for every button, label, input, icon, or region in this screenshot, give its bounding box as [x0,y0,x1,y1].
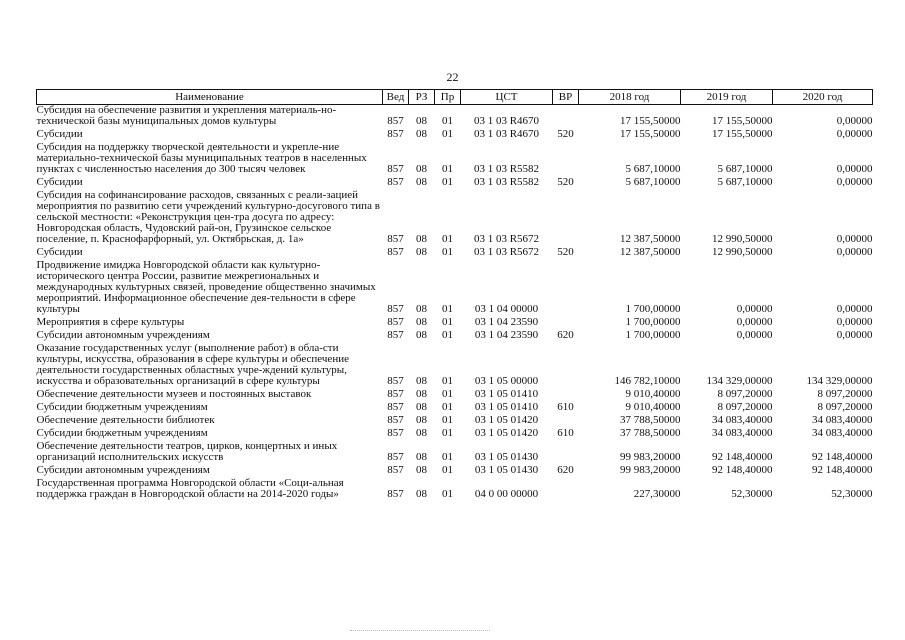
header-cst: ЦСТ [461,90,553,105]
table-row [37,105,873,130]
cell-pr: 01 [442,316,453,328]
cell-2018: 9 010,40000 [625,388,681,400]
cell-name: Субсидии автономным учреждениям [36,464,210,476]
header-vr: ВР [553,90,579,105]
cell-pr: 01 [442,303,453,315]
cell-rz: 08 [416,163,427,175]
cell-ved: 857 [387,401,404,413]
cell-2020: 0,00000 [836,233,873,245]
cell-ved: 857 [387,115,404,127]
cell-2018: 37 788,50000 [620,414,681,426]
cell-ved: 857 [387,176,404,188]
table-row [37,142,873,177]
header-ved: Вед [383,90,409,105]
cell-vr [553,441,579,465]
cell-cst: 03 1 03 R5672 [473,246,540,258]
page-number: 22 [446,70,459,84]
budget-table [36,89,873,502]
cell-vr: 520 [557,176,574,188]
cell-ved: 857 [387,451,404,463]
cell-pr: 01 [442,246,453,258]
cell-name: Государственная программа Новгородской области «Соци-альная поддержка граждан в Новгородской области на 2014-2020 годы» [36,477,344,500]
cell-2019: 0,00000 [736,316,773,328]
cell-2019: 12 990,50000 [712,233,773,245]
cell-2019: 92 148,40000 [712,464,773,476]
cell-name: Обеспечение деятельности музеев и постоянных выставок [36,388,312,400]
cell-2018: 1 700,00000 [625,303,681,315]
cell-cst: 03 1 05 01420 [474,414,539,426]
cell-2020: 134 329,00000 [806,375,873,387]
cell-2020: 34 083,40000 [812,414,873,426]
cell-2018: 227,30000 [633,488,681,500]
cell-rz: 08 [416,401,427,413]
cell-ved: 857 [387,414,404,426]
cell-ved: 857 [387,316,404,328]
cell-rz: 08 [416,488,427,500]
cell-2019: 12 990,50000 [712,246,773,258]
cell-pr: 01 [442,464,453,476]
cell-2020: 0,00000 [836,176,873,188]
cell-cst: 03 1 05 01430 [474,451,539,463]
cell-ved: 857 [387,388,404,400]
cell-2019: 0,00000 [736,303,773,315]
cell-cst: 03 1 05 01410 [474,388,539,400]
cell-rz: 08 [416,375,427,387]
cell-cst: 03 1 03 R5582 [473,163,540,175]
cell-rz: 08 [416,316,427,328]
cell-name: Субсидии [36,246,83,258]
cell-name: Продвижение имиджа Новгородской области как культурно-исторического центра России, развитие межрегиональных и международных культурных связей, проведение общественно значимых мероприятий. Информационное обеспечение дея-тельности в сфере культуры [36,259,376,315]
cell-2018: 5 687,10000 [625,176,681,188]
cell-cst: 04 0 00 00000 [474,488,539,500]
table-header-row [37,90,873,105]
header-rz: РЗ [409,90,435,105]
cell-cst: 03 1 04 23590 [474,329,539,341]
cell-ved: 857 [387,163,404,175]
cell-vr: 620 [557,464,574,476]
cell-2020: 92 148,40000 [812,451,873,463]
cell-2019: 52,30000 [731,488,773,500]
cell-pr: 01 [442,176,453,188]
cell-pr: 01 [442,451,453,463]
cell-2020: 0,00000 [836,316,873,328]
header-2020: 2020 год [773,90,873,105]
cell-cst: 03 1 05 01420 [474,427,539,439]
cell-vr: 610 [557,427,574,439]
cell-rz: 08 [416,128,427,140]
header-name: Наименование [37,90,383,105]
cell-ved: 857 [387,233,404,245]
cell-vr: 610 [557,401,574,413]
cell-2019: 34 083,40000 [712,414,773,426]
cell-name: Субсидия на поддержку творческой деятельности и укрепле-ние материально-технической базы муниципальных театров в населенных пунктах с численностью населения до 300 тысяч человек [36,141,367,175]
cell-2018: 5 687,10000 [625,163,681,175]
cell-2019: 5 687,10000 [717,163,773,175]
cell-rz: 08 [416,115,427,127]
cell-cst: 03 1 05 01410 [474,401,539,413]
cell-2019: 5 687,10000 [717,176,773,188]
cell-ved: 857 [387,329,404,341]
cell-rz: 08 [416,303,427,315]
cell-ved: 857 [387,246,404,258]
cell-vr [553,478,579,502]
cell-2018: 1 700,00000 [625,329,681,341]
cell-name: Субсидии автономным учреждениям [36,329,210,341]
cell-2018: 12 387,50000 [620,246,681,258]
cell-vr [553,190,579,247]
cell-name: Субсидия на обеспечение развития и укрепления материаль-но-технической базы муниципальных домов культуры [36,104,337,127]
cell-name: Оказание государственных услуг (выполнение работ) в обла-сти культуры, искусства, образования в сфере культуры и обеспечение деятельности государственных областных учре-ждений культуры, искусства и образовательных организаций в сфере культуры [36,342,349,387]
cell-rz: 08 [416,388,427,400]
cell-2020: 52,30000 [831,488,873,500]
cell-2018: 9 010,40000 [625,401,681,413]
cell-ved: 857 [387,128,404,140]
cell-vr [553,260,579,317]
cell-cst: 03 1 03 R5672 [473,233,540,245]
table-row [37,190,873,247]
cell-rz: 08 [416,414,427,426]
cell-pr: 01 [442,401,453,413]
cell-cst: 03 1 03 R4670 [473,128,540,140]
cell-vr [553,343,579,389]
table-row [37,478,873,502]
cell-2018: 37 788,50000 [620,427,681,439]
cell-vr: 520 [557,128,574,140]
cell-rz: 08 [416,451,427,463]
cell-2019: 17 155,50000 [712,115,773,127]
cell-ved: 857 [387,375,404,387]
table-row [37,343,873,389]
cell-2020: 8 097,20000 [817,388,873,400]
cell-2019: 17 155,50000 [712,128,773,140]
cell-pr: 01 [442,115,453,127]
cell-2018: 17 155,50000 [620,115,681,127]
cell-cst: 03 1 05 00000 [474,375,539,387]
cell-name: Субсидии бюджетным учреждениям [36,401,208,413]
cell-2020: 34 083,40000 [812,427,873,439]
cell-vr: 620 [557,329,574,341]
cell-vr [553,105,579,130]
cell-vr [553,142,579,177]
cell-rz: 08 [416,176,427,188]
cell-2020: 0,00000 [836,115,873,127]
cell-2019: 134 329,00000 [706,375,773,387]
cell-rz: 08 [416,233,427,245]
cell-cst: 03 1 05 01430 [474,464,539,476]
cell-pr: 01 [442,163,453,175]
cell-cst: 03 1 03 R4670 [473,115,540,127]
cell-2018: 99 983,20000 [620,464,681,476]
cell-name: Обеспечение деятельности библиотек [36,414,215,426]
cell-ved: 857 [387,427,404,439]
cell-2019: 0,00000 [736,329,773,341]
cell-pr: 01 [442,233,453,245]
cell-2020: 92 148,40000 [812,464,873,476]
cell-2018: 12 387,50000 [620,233,681,245]
cell-ved: 857 [387,464,404,476]
header-2018: 2018 год [579,90,681,105]
cell-pr: 01 [442,388,453,400]
cell-name: Субсидии бюджетным учреждениям [36,427,208,439]
cell-name: Субсидии [36,176,83,188]
table-row [37,260,873,317]
cell-2019: 8 097,20000 [717,401,773,413]
cell-2020: 0,00000 [836,303,873,315]
cell-pr: 01 [442,128,453,140]
cell-2019: 92 148,40000 [712,451,773,463]
cell-2019: 34 083,40000 [712,427,773,439]
cell-pr: 01 [442,427,453,439]
cell-2020: 0,00000 [836,163,873,175]
cell-2018: 99 983,20000 [620,451,681,463]
cell-name: Субсидия на софинансирование расходов, связанных с реали-зацией мероприятия по развитию сети учреждений культурно-досугового типа в сельской местности: «Реконструкция цен-тра досуга по адресу: Новгородская область, Чудовский рай-он, Грузинское сельское поселение, п. Краснофарфорный, ул. Октябрьская, д. 1а» [36,189,380,245]
cell-pr: 01 [442,488,453,500]
cell-name: Обеспечение деятельности театров, цирков, концертных и иных организаций исполнительских искусств [36,440,338,463]
cell-rz: 08 [416,464,427,476]
cell-cst: 03 1 04 23590 [474,316,539,328]
cell-ved: 857 [387,303,404,315]
cell-rz: 08 [416,329,427,341]
footer-mark [350,630,490,634]
header-pr: Пр [435,90,461,105]
cell-rz: 08 [416,246,427,258]
cell-name: Субсидии [36,128,83,140]
cell-2018: 17 155,50000 [620,128,681,140]
cell-ved: 857 [387,488,404,500]
cell-pr: 01 [442,375,453,387]
cell-cst: 03 1 03 R5582 [473,176,540,188]
cell-2020: 8 097,20000 [817,401,873,413]
cell-2018: 146 782,10000 [614,375,681,387]
cell-pr: 01 [442,414,453,426]
cell-pr: 01 [442,329,453,341]
cell-2018: 1 700,00000 [625,316,681,328]
cell-2020: 0,00000 [836,329,873,341]
cell-2020: 0,00000 [836,128,873,140]
table-row [37,441,873,465]
cell-vr: 520 [557,246,574,258]
cell-name: Мероприятия в сфере культуры [36,316,185,328]
cell-cst: 03 1 04 00000 [474,303,539,315]
header-2019: 2019 год [681,90,773,105]
cell-2020: 0,00000 [836,246,873,258]
cell-rz: 08 [416,427,427,439]
cell-2019: 8 097,20000 [717,388,773,400]
